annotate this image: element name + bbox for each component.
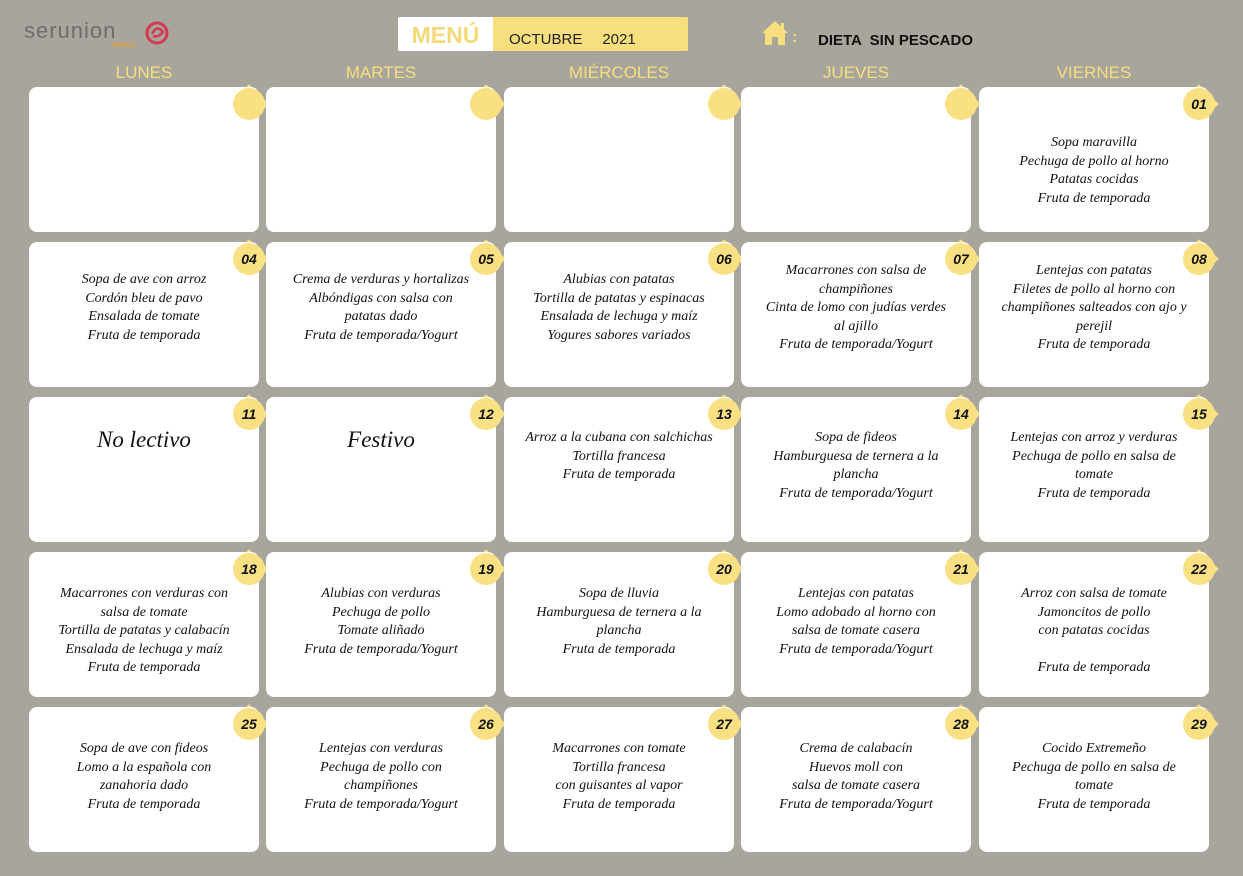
dish-line: [981, 641, 1207, 660]
day-cell: [504, 552, 734, 697]
menu-dishes: [506, 585, 732, 659]
dish-line: Lomo a la española con: [76, 759, 212, 775]
dish-line: Fruta de temporada: [1037, 485, 1151, 501]
day-number-badge: 28: [945, 708, 977, 740]
dish-line: salsa de tomate casera: [792, 623, 920, 639]
dish-line: Fruta de temporada: [87, 796, 201, 812]
menu-dishes: [506, 740, 732, 814]
day-number-badge: 08: [1183, 243, 1215, 275]
dish-line: al ajillo: [834, 318, 878, 334]
dish-line: Fruta de temporada/Yogurt: [304, 641, 458, 657]
day-number-badge: [470, 88, 502, 120]
dish-line: Filetes de pollo al horno con: [1012, 281, 1176, 297]
dish-line: Fruta de temporada: [1037, 337, 1151, 353]
day-number-badge: 29: [1183, 708, 1215, 740]
dish-line: Fruta de temporada/Yogurt: [779, 796, 933, 812]
dish-line: Yogures sabores variados: [547, 328, 691, 344]
dish-line: Fruta de temporada/Yogurt: [779, 641, 933, 657]
dish-line: Tortilla francesa: [572, 448, 666, 464]
dish-line: Lomo adobado al horno con: [776, 604, 936, 620]
day-cell: [504, 242, 734, 387]
weekday-header: MARTES: [345, 63, 417, 82]
day-number-badge: 25: [233, 708, 265, 740]
menu-dishes: [506, 271, 732, 345]
dish-line: Lentejas con patatas: [1036, 263, 1152, 278]
brand-mark-icon: [144, 20, 170, 46]
weekday-header: MIÉRCOLES: [568, 63, 670, 82]
dish-line: Sopa de lluvia: [578, 586, 660, 601]
dish-line: Fruta de temporada: [87, 328, 201, 344]
dish-line: Lentejas con verduras: [319, 741, 443, 756]
dish-line: tomate: [1074, 778, 1114, 794]
dish-line: Pechuga de pollo al horno: [1019, 153, 1169, 169]
day-number-badge: 06: [708, 243, 740, 275]
dish-line: Fruta de temporada: [1037, 190, 1151, 206]
day-cell: [741, 242, 971, 387]
dish-line: Fruta de temporada: [1037, 660, 1151, 676]
day-number-badge: [233, 88, 265, 120]
dish-line: Ensalada de lechuga y maíz: [540, 309, 698, 325]
month-label: OCTUBRE: [509, 31, 583, 48]
dish-line: Tortilla de patatas y calabacín: [58, 623, 230, 639]
day-number-badge: 21: [945, 553, 977, 585]
dish-line: Macarrones con tomate: [552, 741, 686, 756]
dish-line: Sopa de fideos: [815, 430, 897, 445]
day-cell: [979, 87, 1209, 232]
dish-line: plancha: [596, 623, 642, 639]
dish-line: Sopa de ave con fideos: [79, 741, 209, 756]
day-number-badge: 07: [945, 243, 977, 275]
dish-line: zanahoria dado: [99, 778, 189, 794]
menu-dishes: [981, 740, 1207, 814]
day-number-badge: 15: [1183, 398, 1215, 430]
menu-dishes: [31, 740, 257, 814]
menu-dishes: [268, 740, 494, 814]
menu-dishes: [743, 585, 969, 659]
menu-dishes: [31, 585, 257, 678]
dish-line: Fruta de temporada/Yogurt: [779, 337, 933, 353]
dish-line: Pechuga de pollo con: [320, 759, 442, 775]
day-cell: [266, 397, 496, 542]
dish-line: Crema de calabacín: [799, 741, 913, 756]
dish-line: Tomate aliñado: [337, 623, 425, 639]
menu-dishes: [981, 262, 1207, 355]
day-number-badge: 27: [708, 708, 740, 740]
day-cell: [979, 552, 1209, 697]
day-number-badge: 01: [1183, 88, 1215, 120]
dish-line: patatas dado: [344, 309, 418, 325]
day-cell: [266, 87, 496, 232]
dish-line: Tortilla de patatas y espinacas: [533, 290, 705, 306]
dish-line: con patatas cocidas: [1038, 623, 1150, 639]
dish-line: Albóndigas con salsa con: [309, 290, 453, 306]
dish-line: salsa de tomate: [100, 604, 188, 620]
dish-line: Pechuga de pollo: [332, 604, 430, 620]
day-cell: [979, 242, 1209, 387]
menu-dishes: [981, 585, 1207, 678]
dish-line: Alubias con patatas: [563, 272, 675, 288]
day-cell: [266, 552, 496, 697]
dish-line: Lentejas con patatas: [798, 586, 914, 601]
day-cell: [741, 87, 971, 232]
dish-line: Sopa de ave con arroz: [81, 272, 207, 288]
dish-line: Fruta de temporada/Yogurt: [779, 485, 933, 501]
dish-line: Fruta de temporada: [562, 641, 676, 657]
menu-dishes: [268, 585, 494, 659]
day-cell: [504, 87, 734, 232]
menu-month: [493, 17, 688, 51]
day-note: No lectivo: [97, 427, 191, 452]
dish-line: salsa de tomate casera: [792, 778, 920, 794]
day-number-badge: 26: [470, 708, 502, 740]
weekday-header: LUNES: [115, 63, 173, 82]
day-number-badge: 19: [470, 553, 502, 585]
day-number-badge: 04: [233, 243, 265, 275]
day-cell: [504, 707, 734, 852]
dish-line: Fruta de temporada: [87, 660, 201, 676]
day-cell: [29, 397, 259, 542]
dish-line: Pechuga de pollo en salsa de: [1012, 448, 1176, 464]
day-cell: [504, 397, 734, 542]
menu-dishes: [743, 262, 969, 355]
brand-logo: [24, 18, 116, 44]
weekday-header: JUEVES: [822, 63, 890, 82]
dish-line: Sopa maravilla: [1051, 135, 1137, 150]
menu-dishes: [743, 740, 969, 814]
day-number-badge: 05: [470, 243, 502, 275]
dish-line: Lentejas con arroz y verduras: [1010, 430, 1178, 445]
menu-dishes: [268, 271, 494, 345]
day-cell: [979, 707, 1209, 852]
day-cell: [979, 397, 1209, 542]
weekday-header: VIERNES: [1056, 63, 1132, 82]
dish-line: Jamoncitos de pollo: [1037, 604, 1151, 620]
day-cell: [29, 552, 259, 697]
diet-label: DIETA SIN PESCADO: [818, 32, 974, 49]
day-number-badge: 14: [945, 398, 977, 430]
day-cell: [29, 707, 259, 852]
home-icon: [760, 18, 800, 48]
day-number-badge: 20: [708, 553, 740, 585]
menu-dishes: [506, 429, 732, 485]
dish-line: Crema de verduras y hortalizas: [292, 272, 470, 288]
dish-line: Fruta de temporada/Yogurt: [304, 796, 458, 812]
dish-line: Macarrones con salsa de: [785, 263, 927, 278]
day-cell: [741, 707, 971, 852]
day-number-badge: 13: [708, 398, 740, 430]
dish-line: Arroz a la cubana con salchichas: [525, 430, 713, 445]
dish-line: Hamburguesa de ternera a la: [773, 448, 939, 464]
menu-dishes: [981, 429, 1207, 503]
dish-line: Ensalada de lechuga y maíz: [65, 641, 223, 657]
dish-line: Cinta de lomo con judías verdes: [765, 300, 947, 316]
dish-line: Ensalada de tomate: [88, 309, 200, 325]
dish-line: Cordón bleu de pavo: [85, 290, 203, 306]
day-number-badge: [708, 88, 740, 120]
day-cell: [29, 87, 259, 232]
day-cell: [741, 397, 971, 542]
day-number-badge: 11: [233, 398, 265, 430]
dish-line: Fruta de temporada: [562, 796, 676, 812]
day-cell: [741, 552, 971, 697]
brand-sub: educa: [112, 40, 136, 49]
dish-line: Huevos moll con: [808, 759, 904, 775]
dish-line: Fruta de temporada/Yogurt: [304, 328, 458, 344]
menu-dishes: [981, 134, 1207, 208]
dish-line: Alubias con verduras: [321, 586, 441, 601]
dish-line: con guisantes al vapor: [555, 778, 683, 794]
day-number-badge: 12: [470, 398, 502, 430]
dish-line: Arroz con salsa de tomate: [1021, 586, 1167, 601]
brand-name: serunion: [24, 18, 117, 43]
dish-line: perejil: [1075, 318, 1113, 334]
dish-line: plancha: [833, 467, 879, 483]
dish-line: Fruta de temporada: [1037, 796, 1151, 812]
dish-line: champiñones salteados con ajo y: [1001, 300, 1187, 316]
day-number-badge: [945, 88, 977, 120]
dish-line: tomate: [1074, 467, 1114, 483]
dish-line: Patatas cocidas: [1049, 172, 1139, 188]
home-colon: :: [792, 29, 798, 46]
dish-line: Fruta de temporada: [562, 467, 676, 483]
year-label: 2021: [602, 31, 636, 48]
dish-line: Cocido Extremeño: [1041, 741, 1147, 756]
day-number-badge: 18: [233, 553, 265, 585]
day-note: Festivo: [347, 427, 415, 452]
menu-dishes: [31, 271, 257, 345]
dish-line: Pechuga de pollo en salsa de: [1012, 759, 1176, 775]
day-number-badge: 22: [1183, 553, 1215, 585]
dish-line: Hamburguesa de ternera a la: [536, 604, 702, 620]
dish-line: champiñones: [344, 778, 418, 794]
day-cell: [266, 707, 496, 852]
dish-line: Macarrones con verduras con: [59, 586, 229, 601]
day-cell: [266, 242, 496, 387]
menu-title: MENÚ: [398, 17, 493, 51]
dish-line: Tortilla francesa: [572, 759, 666, 775]
menu-header: [398, 17, 688, 51]
day-cell: [29, 242, 259, 387]
dish-line: champiñones: [819, 281, 893, 297]
menu-dishes: [743, 429, 969, 503]
